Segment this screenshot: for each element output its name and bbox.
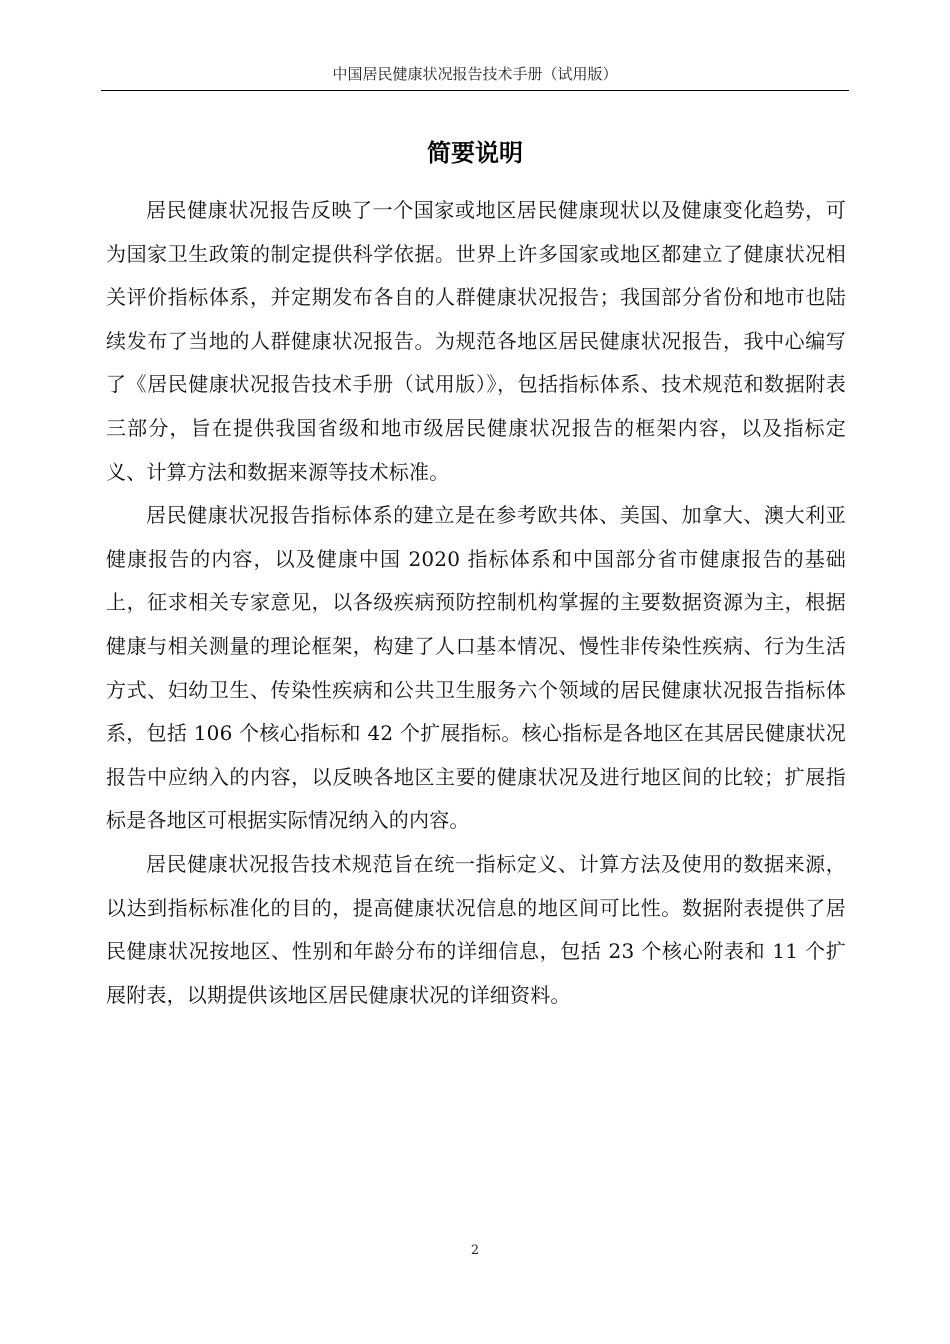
page-title: 简要说明 <box>427 139 523 167</box>
running-header: 中国居民健康状况报告技术手册（试用版） <box>332 65 618 83</box>
paragraph: 居民健康状况报告技术规范旨在统一指标定义、计算方法及使用的数据来源，以达到指标标准化的目的，提高健康状况信息的地区间可比性。数据附表提供了居民健康状况按地区、性别和年龄分布的详细信息，包括 23 个核心附表和 11 个扩展附表，以期提供该地区居民健康状况的详细资料。 <box>106 851 846 1007</box>
paragraph: 居民健康状况报告反映了一个国家或地区居民健康现状以及健康变化趋势，可为国家卫生政策的制定提供科学依据。世界上许多国家或地区都建立了健康状况相关评价指标体系，并定期发布各自的人群健康状况报告；我国部分省份和地市也陆续发布了当地的人群健康状况报告。为规范各地区居民健康状况报告，我中心编写了《居民健康状况报告技术手册（试用版）》，包括指标体系、技术规范和数据附表三部分，旨在提供我国省级和地市级居民健康状况报告的框架内容，以及指标定义、计算方法和数据来源等技术标准。 <box>106 198 846 484</box>
page-number: 2 <box>470 1243 480 1258</box>
header-rule <box>101 90 849 91</box>
paragraph: 居民健康状况报告指标体系的建立是在参考欧共体、美国、加拿大、澳大利亚健康报告的内容，以及健康中国 2020 指标体系和中国部分省市健康报告的基础上，征求相关专家意见，以各级疾病预防控制机构掌握的主要数据资源为主，根据健康与相关测量的理论框架，构建了人口基本情况、慢性非传染性疾病、行为生活方式、妇幼卫生、传染性疾病和公共卫生服务六个领域的居民健康状况报告指标体系，包括 106 个核心指标和 42 个扩展指标。核心指标是各地区在其居民健康状况报告中应纳入的内容，以反映各地区主要的健康状况及进行地区间的比较；扩展指标是各地区可根据实际情况纳入的内容。 <box>106 503 846 833</box>
body-text <box>106 189 846 1017</box>
